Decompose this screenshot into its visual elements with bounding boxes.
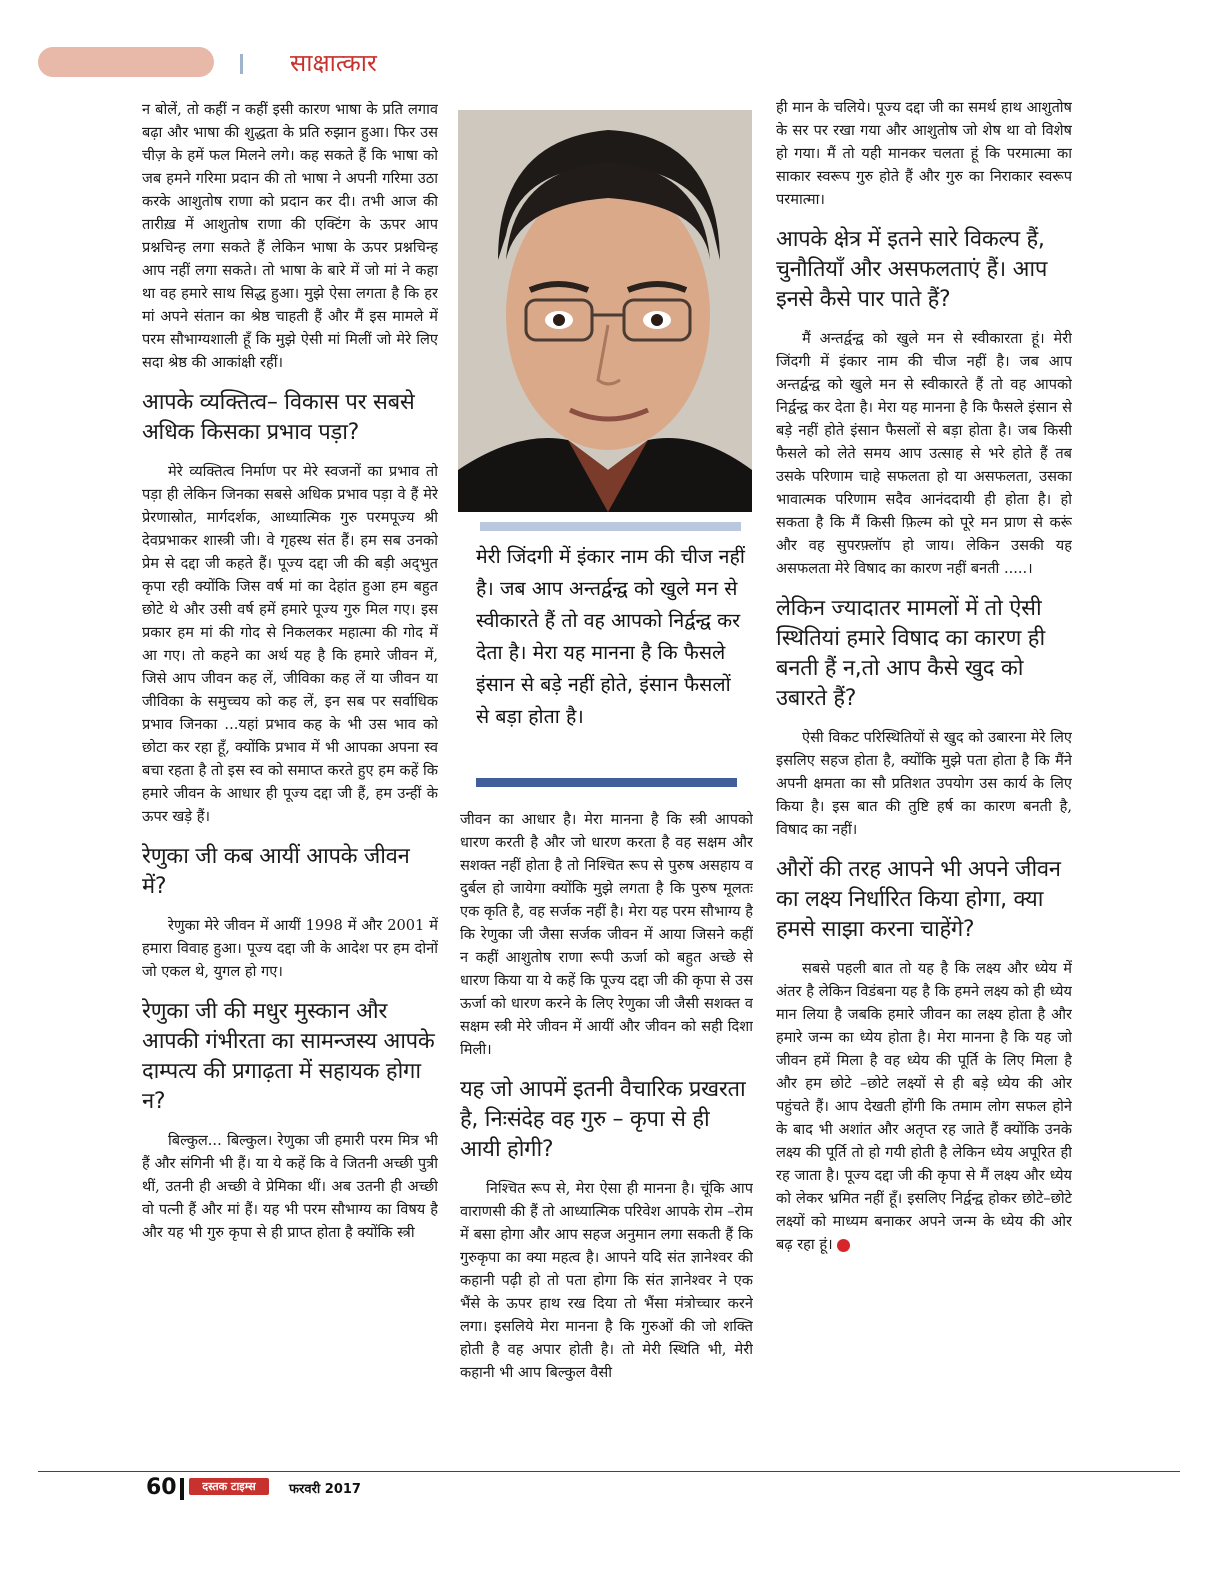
answer-paragraph: ऐसी विकट परिस्थितियों से खुद को उबारना मेरे लिए इसलिए सहज होता है, क्योंकि मुझे पता होता है कि मैंने अपनी क्षमता का सौ प्रतिशत उपयोग उस कार्य के लिए किया है। इस बात की तुष्टि हर्ष का कारण बनती है, विषाद का नहीं। bbox=[776, 729, 1072, 838]
question-heading: रेणुका जी की मधुर मुस्कान और आपकी गंभीरता का सामन्जस्य आपके दाम्पत्य की प्रगाढ़ता में सहायक होगा न? bbox=[142, 999, 435, 1114]
answer-paragraph: बिल्कुल... बिल्कुल। रेणुका जी हमारी परम मित्र भी हैं और संगिनी भी हैं। या ये कहें कि वे जितनी अच्छी पुत्री थीं, उतनी ही अच्छी वे प्रेमिका थीं। अब उतनी ही अच्छी वो पत्नी हैं और मां हैं। यह भी परम सौभाग्य का विषय है और यह भी गुरु कृपा से ही प्राप्त होता है क्योंकि स्त्री bbox=[142, 1132, 438, 1241]
answer-paragraph: मेरे व्यक्तित्व निर्माण पर मेरे स्वजनों का प्रभाव तो पड़ा ही लेकिन जिनका सबसे अधिक प्रभाव पड़ा वे हैं मेरे प्रेरणास्रोत, मार्गदर्शक, आध्यात्मिक गुरु परमपूज्य श्री देवप्रभाकर शास्त्री जी। वे गृहस्थ संत हैं। हम सब उनको प्रेम से दद्दा जी कहते हैं। पूज्य दद्दा जी की बड़ी अद्‌भुत कृपा रही क्योंकि जिस वर्ष मां का देहांत हुआ हम बहुत छोटे थे और उसी वर्ष हमें हमारे पूज्य गुरु मिल गए। इस प्रकार हम मां की गोद से निकलकर महात्मा की गोद में आ गए। तो कहने का अर्थ यह है कि हमारे जीवन में, जिसे आप जीवन कह लें, जीविका कह लें या जीवन या जीविका के समुच्चय को कह लें, इन सब पर सर्वाधिक प्रभाव जिनका ...यहां प्रभाव कह के भी उस भाव को छोटा कर रहा हूँ, क्योंकि प्रभाव में भी आपका अपना स्व बचा रहता है तो इस स्व को समाप्त करते हुए हम कहें कि हमारे जीवन के आधार ही पूज्य दद्दा जी हैं, हम उन्हीं के ऊपर खड़े हैं। bbox=[142, 463, 438, 825]
question-heading: आपके क्षेत्र में इतने सारे विकल्प हैं, चुनौतियाँ और असफलताएं हैं। आप इनसे कैसे पार पाते हैं? bbox=[776, 227, 1048, 312]
end-mark-dot bbox=[837, 1239, 850, 1252]
section-title: साक्षात्कार bbox=[290, 49, 377, 77]
page-number: 60 bbox=[146, 1475, 177, 1500]
paragraph: ही मान के चलिये। पूज्य दद्दा जी का समर्थ हाथ आशुतोष के सर पर रखा गया और आशुतोष जो शेष था वो विशेष हो गया। मैं तो यही मानकर चलता हूं कि परमात्मा का साकार स्वरूप गुरु होते हैं और गुरु का निराकार स्वरूप परमात्मा। bbox=[776, 99, 1072, 208]
answer-text: सबसे पहली बात तो यह है कि लक्ष्य और ध्येय में अंतर है लेकिन विडंबना यह है कि हमने लक्ष्य को ही ध्येय मान लिया है जबकि हमारे जीवन का लक्ष्य होता है और हमारे जन्म का ध्येय होता है। मेरा मानना है कि यह जो जीवन हमें मिला है वह ध्येय की पूर्ति के लिए मिला है और हम छोटे –छोटे लक्ष्यों से ही बड़े ध्येय की ओर पहुंचते हैं। आप देखती होंगी कि तमाम लोग सफल होने के बाद भी अशांत और अतृप्त रह जाते हैं क्योंकि उनके लक्ष्य की पूर्ति तो हो गयी होती है लेकिन ध्येय अपूरित ही रह जाता है। पूज्य दद्दा जी की कृपा से मैं लक्ष्य और ध्येय को लेकर भ्रमित नहीं हूँ। इसलिए निर्द्वन्द्व होकर छोटे–छोटे लक्ष्यों को माध्यम बनाकर अपने जन्म के ध्येय की ओर बढ़ रहा हूं। bbox=[776, 960, 1072, 1253]
pullquote: मेरी जिंदगी में इंकार नाम की चीज नहीं है। जब आप अन्तर्द्वन्द्व को खुले मन से स्वीकारते हैं तो वह आपको निर्द्वन्द्व कर देता है। मेरा यह मानना है कि फैसले इंसान से बड़े नहीं होते, इंसान फैसलों से बड़ा होता है। bbox=[476, 545, 745, 728]
column-middle bbox=[460, 808, 753, 1468]
portrait-photo bbox=[458, 110, 752, 512]
column-left bbox=[142, 98, 438, 1468]
question-heading: औरों की तरह आपने भी अपने जीवन का लक्ष्य निर्धारित किया होगा, क्या हमसे साझा करना चाहेंगे? bbox=[776, 857, 1061, 942]
answer-paragraph: निश्चित रूप से, मेरा ऐसा ही मानना है। चूंकि आप वाराणसी की हैं तो आध्यात्मिक परिवेश आपके रोम –रोम में बसा होगा और आप सहज अनुमान लगा सकती हैं कि गुरुकृपा का क्या महत्व है। आपने यदि संत ज्ञानेश्वर की कहानी पढ़ी हो तो पता होगा कि संत ज्ञानेश्वर ने एक भैंसे के ऊपर हाथ रख दिया तो भैंसा मंत्रोच्चार करने लगा। इसलिये मेरा मानना है कि गुरुओं की जो शक्ति होती है वह अपार होती है। तो मेरी स्थिति भी, मेरी कहानी भी आप बिल्कुल वैसी bbox=[460, 1180, 753, 1381]
answer-paragraph bbox=[776, 957, 1072, 1256]
paragraph: जीवन का आधार है। मेरा मानना है कि स्त्री आपको धारण करती है और जो धारण करता है वह सक्षम और सशक्त नहीं होता है तो निश्चित रूप से पुरुष असहाय व दुर्बल हो जायेगा क्योंकि मुझे लगता है कि पुरुष मूलतः एक कृति है, वह सर्जक नहीं है। मेरा यह परम सौभाग्य है कि रेणुका जी जैसा सर्जक जीवन में आया जिसने कहीं न कहीं आशुतोष राणा रूपी ऊर्जा को बहुत अच्छे से धारण किया या ये कहें कि पूज्य दद्दा जी की कृपा से उस ऊर्जा को धारण करने के लिए रेणुका जी जैसी सशक्त व सक्षम स्त्री मेरे जीवन में आयीं और जीवन को सही दिशा मिली। bbox=[460, 811, 753, 1058]
column-right bbox=[776, 96, 1072, 1468]
answer-paragraph: मैं अन्तर्द्वन्द्व को खुले मन से स्वीकारता हूं। मेरी जिंदगी में इंकार नाम की चीज नहीं है। जब आप अन्तर्द्वन्द्व को खुले मन से स्वीकारते हैं तो वह आपको निर्द्वन्द्व कर देता है। मेरा यह मानना है कि फैसले इंसान से बड़े नहीं होते इंसान फैसलों से बड़ा होता है। जब किसी फैसले को लेते समय आप उत्साह से भरे होते हैं तब उसके परिणाम चाहे सफलता हो या असफलता, उसका भावात्मक परिणाम सदैव आनंददायी ही होता है। हो सकता है कि मैं किसी फ़िल्म को पूरे मन प्राण से करूं और वह सुपरफ़्लॉप हो जाय। लेकिन उसकी यह असफलता मेरे विषाद का कारण नहीं बनती .....। bbox=[776, 330, 1072, 577]
header-separator bbox=[240, 54, 243, 74]
portrait-illustration bbox=[458, 110, 752, 512]
question-heading: रेणुका जी कब आयीं आपके जीवन में? bbox=[142, 844, 410, 899]
issue-date: फरवरी 2017 bbox=[289, 1482, 361, 1497]
header-pill-decoration bbox=[38, 47, 214, 77]
magazine-logo: दस्तक टाइम्स bbox=[189, 1478, 269, 1495]
pullquote-bar-bottom bbox=[476, 778, 737, 787]
paragraph: न बोलें, तो कहीं न कहीं इसी कारण भाषा के प्रति लगाव बढ़ा और भाषा की शुद्धता के प्रति रुझान हुआ। फिर उस चीज़ के हमें फल मिलने लगे। कह सकते हैं कि भाषा को जब हमने गरिमा प्रदान की तो भाषा ने अपनी गरिमा उठा करके आशुतोष राणा को प्रदान कर दी। तभी आज की तारीख़ में आशुतोष राणा की एक्टिंग के ऊपर आप प्रश्नचिन्ह लगा सकते हैं लेकिन भाषा के ऊपर प्रश्नचिन्ह आप नहीं लगा सकते। तो भाषा के बारे में जो मां ने कहा था वह हमारे साथ सिद्ध हुआ। मुझे ऐसा लगता है कि हर मां अपने संतान का श्रेष्ठ चाहती हैं और मैं इस मामले में परम सौभाग्यशाली हूँ कि मुझे ऐसी मां मिलीं जो मेरे लिए सदा श्रेष्ठ की आकांक्षी रहीं। bbox=[142, 101, 438, 371]
question-heading: लेकिन ज्यादातर मामलों में तो ऐसी स्थितियां हमारे विषाद का कारण ही बनती हैं न,तो आप कैसे खुद को उबारते हैं? bbox=[776, 596, 1045, 711]
answer-paragraph: रेणुका मेरे जीवन में आयीं 1998 में और 2001 में हमारा विवाह हुआ। पूज्य दद्दा जी के आदेश पर हम दोनों जो एकल थे, युगल हो गए। bbox=[142, 917, 438, 980]
pullquote-bar-top bbox=[480, 522, 741, 531]
footer-divider bbox=[180, 1478, 184, 1500]
question-heading: यह जो आपमें इतनी वैचारिक प्रखरता है, निःसंदेह वह गुरु – कृपा से ही आयी होगी? bbox=[460, 1077, 746, 1162]
footer-rule bbox=[38, 1471, 1180, 1472]
question-heading: आपके व्यक्तित्व– विकास पर सबसे अधिक किसका प्रभाव पड़ा? bbox=[142, 390, 415, 445]
